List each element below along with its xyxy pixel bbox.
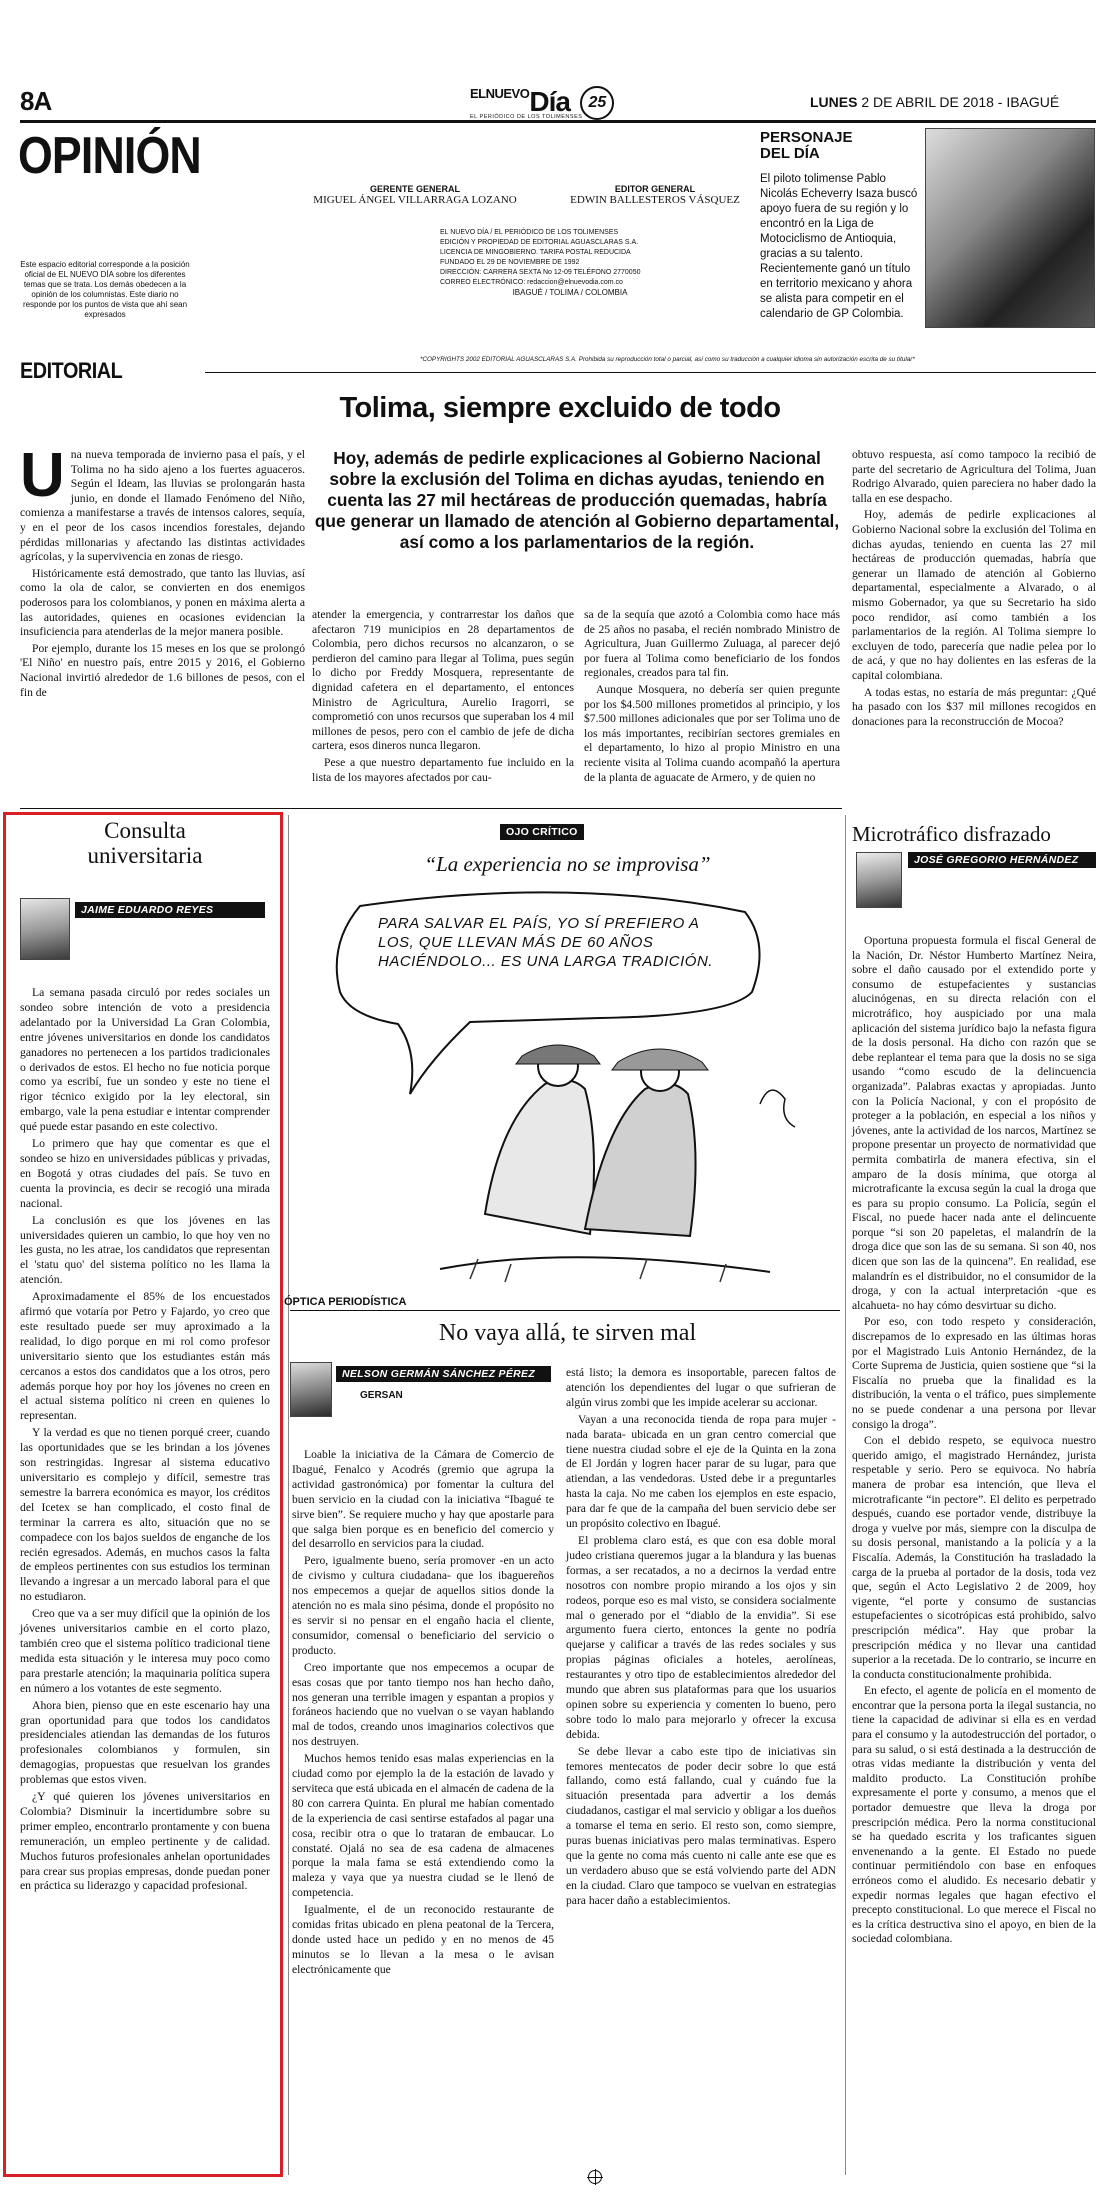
optica-paragraph: El problema claro está, es que con esa doble moral judeo cristiana queremos jugar a la blandura y las buenas formas, a ser recatados, a no a decirnos la verdad entre nosotros con nombre propio mirando a los ojos y sin rodeos, porque eso es mal visto, se considera socialmente mal o generado por el “diablo de la envidia”. Si ese argumento fuera cierto, entonces la gente no podría quejarse y calificar a través de las redes sociales y sus propias páginas oficiales a hoteles, aerolíneas, restaurantes y otro tipo de establecimientos alrededor del mundo que abren sus plataformas para que los usuarios opinen sobre su experiencia y comenten lo bueno, pero sobre todo lo malo para mejorarlo y ofrecer la excusa debida. — [566, 1533, 836, 1741]
optica-paragraph: Vayan a una reconocida tienda de ropa para mujer -nada barata- ubicada en un gran centro comercial que tiene nuestra ciudad sobre el eje de la Quinta en la zona de El Jordán y logren hacer parar de su lugar, para que atiendan, a las vendedoras. Usted debe ir a preguntarles hasta la caja. No me caben los ejemplos en este espacio, para dar fe que de la campaña del buen servicio debe ser un propósito colectivo en Ibagué. — [566, 1412, 836, 1531]
brand-logo — [470, 86, 614, 120]
brand-prefix: ELNUEVO — [470, 86, 530, 101]
editorial-pullquote: Hoy, además de pedirle explicaciones al Gobierno Nacional sobre la exclusión del Tolima en dichas ayudas, teniendo en cuenta las 27 mil hectáreas de producción quemadas, habría que generar un llamado de atención al Gobierno departamental, así como a los parlamentarios de la región. — [314, 448, 840, 552]
registration-mark-icon — [588, 2170, 602, 2184]
optica-paragraph: Igualmente, el de un reconocido restaurante de comidas fritas ubicado en plena peatonal de la Tercera, donde usted hace un pedido y en no menos de 45 minutos se lo llevan a la mesa o le avisan electrónicamente que — [292, 1903, 554, 1976]
brand-tagline: EL PERIÓDICO DE LOS TOLIMENSES — [470, 114, 583, 120]
masthead-info — [440, 228, 700, 298]
page-number: 8A — [20, 86, 52, 116]
editorial-title: Tolima, siempre excluido de todo — [339, 392, 781, 424]
manager-block — [300, 184, 530, 206]
info-line: LICENCIA DE MINGOBIERNO. TARIFA POSTAL REDUCIDA — [440, 249, 631, 256]
consulta-paragraph: Creo que va a ser muy difícil que la opinión de los jóvenes universitarios cambie en el corto plazo, también creo que el sistema político tradicional tiene medida esta situación y le interesa muy poco como para prestarle atención; la maquinaria política supera en número a los votantes de este segmento. — [20, 1607, 270, 1695]
editorial-paragraph: A todas estas, no estaría de más preguntar: ¿Qué ha pasado con los $37 mil millones recogidos en donaciones para la reconstrucción de Mocoa? — [852, 685, 1096, 728]
section-title: OPINIÓN — [18, 127, 201, 185]
manager-title: GERENTE GENERAL — [369, 184, 460, 194]
personaje-photo — [925, 128, 1095, 328]
copyright-line: *COPYRIGHTS 2002 EDITORIAL AGUASCLARAS S.A. Prohibida su reproducción total o parcial, así como su traducción a cualquier idioma sin autorización escrita de su titular* — [420, 356, 915, 363]
optica-col-2 — [566, 1366, 836, 1911]
editor-name: EDWIN BALLESTEROS VÁSQUEZ — [570, 194, 740, 206]
editorial-label: EDITORIAL — [20, 358, 123, 383]
editorial-rule — [205, 372, 1096, 373]
drop-cap: U — [20, 441, 65, 510]
editor-title: EDITOR GENERAL — [614, 184, 696, 194]
editorial-paragraph: sa de la sequía que azotó a Colombia como hace más de 25 años no pasaba, el recién nombrado Ministro de Agricultura, Juan Guillermo Zuluaga, al parecer dejó por fuera al Tolima como beneficiario de los fondos regionales, creados para tal fin. — [584, 608, 840, 680]
optica-author-alias: GERSAN — [360, 1390, 403, 1401]
consulta-paragraph: La conclusión es que los jóvenes en las universidades quieren un cambio, lo que hoy ven no les gusta, no les atrae, los candidatos que representan el 'statu quo' del sistema político no les llama la atención. — [20, 1213, 270, 1287]
optica-paragraph: Creo importante que nos empecemos a ocupar de esas cosas que por tanto tiempo nos han hecho daño, nos generan una terrible imagen y espantan a propios y foráneos haciendo que no vuelvan o se vayan hablando mal de todos, creando unos imaginarios colectivos que nos destruyen. — [292, 1660, 554, 1749]
consulta-author: JAIME EDUARDO REYES — [75, 902, 265, 918]
consulta-title: Consulta universitaria — [87, 818, 203, 868]
header-rule — [20, 120, 1096, 123]
cartoon — [300, 884, 835, 1294]
optica-rule — [290, 1310, 840, 1311]
info-line: CORREO ELECTRÓNICO: redaccion@elnuevodia.com.co — [440, 279, 623, 286]
optica-paragraph: Pero, igualmente bueno, sería promover -en un acto de civismo y cultura ciudadana- que los ibaguereños nos empecemos a quejar de aquellos sitios donde la atención no es mala sino pésima, donde el propósito no es servir si no pensar en el engaño hacia el cliente, consumidor, comensal o beneficiario del servicio o producto. — [292, 1554, 554, 1657]
brand-name: Día — [529, 86, 570, 117]
optica-author: NELSON GERMÁN SÁNCHEZ PÉREZ — [336, 1366, 551, 1382]
editorial-paragraph: atender la emergencia, y contrarrestar los daños que afectaron 719 municipios en 28 departamentos de Colombia, pero dichos recursos no alcanzaron, o se perdieron del camino para llegar al Tolima, pues según lo dicho por Freddy Mosquera, representante de dignidad cafetera en el departamento, el entonces Ministro de Agricultura, Aurelio Iragorri, se comprometió con unos recursos que superaban los 4 mil millones de pesos, pero con el cambio de jefe de dicha cartera, esos dineros nunca llegaron. — [312, 608, 574, 753]
editorial-paragraph: Aunque Mosquera, no debería ser quien pregunte por los $4.500 millones prometidos al principio, y los $7.500 millones adicionales que por ser Tolima uno de los más importantes, recibirían sectores gremiales en el departamento, lo hizo al propio Ministro en una reciente visita al Tolima cuando acompañó la apertura de la planta de aguacate de Armero, y de quien no — [584, 682, 840, 784]
editorial-col-3 — [584, 608, 840, 787]
editorial-col-4 — [852, 448, 1096, 731]
editorial-paragraph: na nueva temporada de invierno pasa el país, y el Tolima no ha sido ajeno a los fuertes aguaceros. Según el Ideam, las lluvias se prolongarán hasta junio, en donde el llamado Fenómeno del Niño, comienza a manifestarse a través de intensos calores, sequía, y en el peor de los casos incendios forestales, dejando pérdidas millonarias y afectando las distintas actividades agrícolas, y la supervivencia en zonas de riesgo. — [20, 448, 305, 564]
editorial-col-1 — [20, 441, 305, 702]
editor-block — [555, 184, 755, 206]
microtrafico-paragraph: Oportuna propuesta formula el fiscal General de la Nación, Dr. Néstor Humberto Martínez Neira, sobre el daño causado por el extendido porte y consumo de estupefacientes y sustancias alucinógenas, en su directa relación con el microtráfico, hoy auspiciado por una mala aplicación del sistema jurídico bajo la nefasta figura de la dosis personal. Ha dicho con razón que se debe replantear el tema para que la dosis no se siga usando “como escudo de la delincuencia organizada”. Palabras exactas y apropiadas. Junto con la Policía Nacional, y con el propósito de proteger a la población, en especial a los niños y jóvenes, ante la actividad de los narcos, Martínez se propone presentar un proyecto de normatividad que permita combatirla de manera efectiva, sin el amparo de la dosis mínima, que otorga al microtraficante la excusa según la cual la droga que es para su propio consumo. La Policía, según el Fiscal, no puede hacer nada ante el delincuente porque “si son 20 papeletas, el malandrín de la droga dice que son las de su semana. Si son 40, nos dicen que son las de la quincena”. En realidad, ese malandrín es el distribuidor, no el consumidor de la droga, y con la actual interpretación -que es alcahueta- no hay cómo desvirtuar su dicho. — [852, 934, 1096, 1312]
personaje-heading: PERSONAJE DEL DÍA — [760, 129, 853, 162]
consulta-paragraph: Ahora bien, pienso que en este escenario hay una gran oportunidad para que todos los candidatos presidenciales atiendan las demandas de los futuros profesionales colombianos y formulen, sin demagogias, propuestas que resuelvan los grandes problemas que estos viven. — [20, 1698, 270, 1787]
personaje-text: El piloto tolimense Pablo Nicolás Echeverry Isaza buscó apoyo fuera de su región y lo encontró en la Liga de Motociclismo de Antioquia, gracias a su talento. Recientemente ganó un título en territorio mexicano y ahora se alista para competir en el calendario de GP Colombia. — [760, 173, 918, 320]
ojo-critico-label: OJO CRÍTICO — [500, 824, 584, 840]
date-rest: 2 DE ABRIL DE 2018 - IBAGUÉ — [861, 94, 1060, 110]
consulta-paragraph: ¿Y qué quieren los jóvenes universitarios en Colombia? Disminuir la incertidumbre sobre su primer empleo, encontrarlo prontamente y con buena remuneración, un empleo pertinente y de calidad. Muchos futuros profesionales anhelan oportunidades para crear sus propias empresas, donde puedan poner en práctica su liderazgo y capacidad profesional. — [20, 1790, 270, 1893]
consulta-paragraph: Y la verdad es que no tienen porqué creer, cuando las oportunidades que se les brindan a los jóvenes son restringidas. Ingresar al sistema educativo universitario es complejo y difícil, semestre tras semestre la barrera económica es mayor, los créditos del Icetex se han complicado, el costo final de terminar la carrera es alto, situación que no se compadece con los bajos sueldos de enganche de los recién egresados. Además, en muchos casos la falta de empleos pertinentes con sus estudios los terminan llevando a ingresar a un mercado laboral para el que no estudiaron. — [20, 1426, 270, 1604]
editorial-paragraph: obtuvo respuesta, así como tampoco la recibió de parte del secretario de Agricultura del Tolima, Juan Rodrigo Alvarado, quien pareciera no haber dado la talla en ese despacho. — [852, 448, 1096, 505]
editorial-paragraph: Pese a que nuestro departamento fue incluido en la lista de los mayores afectados por cau- — [312, 755, 574, 784]
optica-paragraph: Muchos hemos tenido esas malas experiencias en la ciudad como por ejemplo la de la estación de lavado y serviteca que está ubicada en el almacén de cadena de la 80 con carrera Quinta. En plural me habían comentado de la experiencia de casi sentirse estafados al pagar una cosa, recibir otra o que lo trataran de embaucar. Lo constaté. Ojalá no sea de esa cadena de almacenes porque la mala fama se está extendiendo como la maleza y vaya que ya nuestra ciudad se le llenó de competencia. — [292, 1752, 554, 1900]
optica-title: No vaya allá, te sirven mal — [438, 1320, 697, 1346]
editorial-paragraph: Por ejemplo, durante los 15 meses en los que se prolongó 'El Niño' en nuestro país, entre 2015 y 2016, el Gobierno Nacional invirtió alrededor de 1.6 billones de pesos, con el fin de — [20, 641, 305, 699]
microtrafico-paragraph: Con el debido respeto, se equivoca nuestro querido amigo, el magistrado Hernández, jurista respetable y serio. Pero se equivoca. No habría manera de probar esa intención, que lleva el microtraficante “in pectore”. El delito es perpetrado después, cuando ese portador vende, distribuye la droga y vuelve por más, siempre con la disculpa de su dosis personal, manistando a la policía y a la Fiscalía. Además, la Constitución ha trasladado la carga de la prueba al portador de la dosis, toda vez que, según el Acto Legislativo 2 de 2009, hoy vigente, “el porte y consumo de sustancias estupefacientes o sicotrópicas está prohibido, salvo prescripción médica”. Hay que probar la prescripción médica y no llevar una cantidad superior a la recetada. De lo contrario, se incurre en la conducta constitucionalmente prohibida. — [852, 1434, 1096, 1681]
consulta-author-photo — [20, 898, 70, 960]
microtrafico-paragraph: En efecto, el agente de policía en el momento de encontrar que la persona porta la ilegal sustancia, no tiene la capacidad de adivinar si ella es en verdad para el consumo y la autodestrucción del portador, o para su salud, o si está destinada a la destrucción de otras vidas mediante la distribución y venta del maldito producto. La Constitución prohíbe expresamente el porte y consumo, a menos que el portador demuestre que lleva la droga por prescripción médica. Pero la norma constitucional se ha quedado escrita y los traficantes siguen envenenando a la gente. El Estado no puede continuar permitiéndolo con base en enfoques erróneos como el aludido. Es necesario debatir y expedir normas legales que hagan efectivo el precepto constitucional. Lo que merece el Fiscal no es la crítica destructiva sino el apoyo, en bien de la sociedad colombiana. — [852, 1684, 1096, 1946]
optica-author-photo — [290, 1362, 332, 1417]
microtrafico-title: Microtráfico disfrazado — [852, 822, 1051, 846]
microtrafico-paragraph: Por eso, con todo respeto y consideración, discrepamos de lo expresado en las últimas horas por el Magistrado Luis Antonio Hernández, de la Corte Suprema de Justicia, quien sostiene que “si la Fiscalía no prueba que la finalidad es la distribución, la venta o el tráfico, pues simplemente no se puede condenar a una persona por llevar consigo la droga”. — [852, 1315, 1096, 1431]
date-day: LUNES — [810, 94, 858, 110]
microtrafico-author: JOSÉ GREGORIO HERNÁNDEZ — [908, 852, 1096, 868]
anniversary-seal: 25 — [580, 86, 614, 120]
info-line: EDICIÓN Y PROPIEDAD DE EDITORIAL AGUASCLARAS S.A. — [440, 239, 639, 246]
optica-paragraph: Se debe llevar a cabo este tipo de iniciativas sin temores mentecatos de poder decir sobre lo que está fallando, como está fallando, cual y cuándo fue la situación presentada para advertir a los demás ciudadanos, castigar el mal servicio y obligar a los dueños a tomarse el tema en serio. El resto son, como siempre, puras buenas iniciativas pero malas terminativas. Espero que la gente no coma más cuento ni calle ante ese que es un verdadero abuso que se está volviendo parte del ADN en la ciudad. Claro que tampoco se vuelvan en estrategias para hacer daño a establecimientos. — [566, 1744, 836, 1907]
microtrafico-body — [852, 934, 1096, 1949]
consulta-paragraph: Aproximadamente el 85% de los encuestados afirmó que votaría por Petro y Fajardo, yo creo que este resultado puede ser muy aproximado a la realidad, lo digo porque en mi rol como profesor universitario siento que los estudiantes están más cercanos a estos dos candidatos que a los otros, pero además porque hoy por hoy los jóvenes no creen en el actual sistema político ni creen en quienes lo representan. — [20, 1290, 270, 1423]
optica-paragraph: Loable la iniciativa de la Cámara de Comercio de Ibagué, Fenalco y Acodrés (gremio que agrupa la actividad gastronómica) por fomentar la cultura del buen servicio en la ciudad con la iniciativa “Ibagué te sirve bien”. Se requiere mucho y hay que apostarle para que salga bien porque es en beneficio del comercio y del desarrollo en servicios para la ciudad. — [292, 1448, 554, 1551]
optica-paragraph: está listo; la demora es insoportable, parecen faltos de atención los dependientes del lugar o que sufrieran de algún virus zombi que les impide acelerar su accionar. — [566, 1366, 836, 1409]
editorial-paragraph: Hoy, además de pedirle explicaciones al Gobierno Nacional sobre la exclusión del Tolima en dichas ayudas, teniendo en cuenta las 27 mil hectáreas de producción quemadas, habría que generar un llamado de atención al Gobierno departamental, especialmente a Alvarado, o al mismo Gobernador, ya que su Secretario ha sido poco rendidor, así como también a los parlamentarios de la región. Al Tolima siempre lo excluyen de todo, parecería que nadie pelea por lo de acá, y que no hay dolientes en las esferas de la capital colombiana. — [852, 508, 1096, 682]
info-line: FUNDADO EL 29 DE NOVIEMBRE DE 1992 — [440, 259, 580, 266]
editorial-disclaimer: Este espacio editorial corresponde a la posición oficial de EL NUEVO DÍA sobre los diferentes temas que se trata. Los demás obedecen a la opinión de los columnistas. Este diario no responde por los puntos de vista que ahí sean expresados — [20, 260, 190, 319]
column-divider — [288, 815, 289, 2175]
info-line: IBAGUÉ / TOLIMA / COLOMBIA — [512, 288, 628, 297]
optica-col-1 — [292, 1448, 554, 1980]
cartoon-title: “La experiencia no se improvisa” — [424, 852, 711, 876]
issue-date — [810, 94, 1059, 110]
consulta-paragraph: Lo primero que hay que comentar es que el sondeo se hizo en universidades públicas y privadas, en Bogotá y otras ciudades del país. Se tuvo en cuenta la provincia, es decir se recogió una mirada nacional. — [20, 1137, 270, 1210]
consulta-body — [20, 986, 270, 1896]
manager-name: MIGUEL ÁNGEL VILLARRAGA LOZANO — [313, 194, 517, 206]
editorial-paragraph: Históricamente está demostrado, que tanto las lluvias, así como la ola de calor, se convierten en dos enemigos poderosos para los colombianos, y ponen en máxima alerta a las autoridades, quienes en ocasiones evidencian la insuficiencia para atenderlas de la mejor manera posible. — [20, 566, 305, 639]
info-line: EL NUEVO DÍA / EL PERIÓDICO DE LOS TOLIMENSES — [440, 229, 619, 236]
cartoon-speech-bubble: PARA SALVAR EL PAÍS, YO SÍ PREFIERO A LOS, QUE LLEVAN MÁS DE 60 AÑOS HACIÉNDOLO... ES UNA LARGA TRADICIÓN. — [378, 915, 713, 970]
consulta-paragraph: La semana pasada circuló por redes sociales un sondeo sobre intención de voto a presidencia adelantado por la Universidad La Gran Colombia, entre jóvenes universitarios en donde los candidatos ganadores no pertenecen a los partidos tradicionales o derivados de estos. El hecho no fue noticia porque como ya escribí, fue un sondeo y este no tiene el rigor técnico exigido por la ley electoral, sin embargo, vale la pena estudiar e intentar comprender qué puede estar pasando en este colectivo. — [20, 986, 270, 1134]
optica-label: ÓPTICA PERIODÍSTICA — [284, 1296, 407, 1308]
column-divider — [845, 815, 846, 2175]
microtrafico-author-photo — [856, 852, 902, 908]
info-line: DIRECCIÓN: CARRERA SEXTA No 12-09 TELÉFONO 2770050 — [440, 269, 641, 276]
section-divider — [20, 808, 842, 809]
editorial-col-2 — [312, 608, 574, 787]
